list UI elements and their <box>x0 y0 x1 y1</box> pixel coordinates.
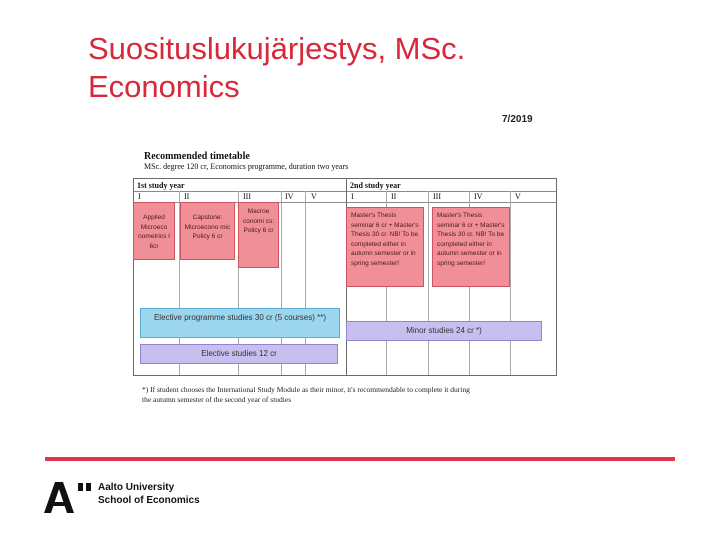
period-label: III <box>433 192 441 201</box>
course-applied-microeconometrics: Applied Microeco nometrics I 6cr <box>133 202 175 260</box>
course-masters-thesis-spring: Master's Thesis seminar 6 cr + Master's Thesis 30 cr. NB! To be completed either in autumn semester or in spring semester! <box>432 207 510 287</box>
aalto-logo <box>44 482 94 519</box>
period-label: II <box>391 192 397 201</box>
course-masters-thesis-autumn: Master's Thesis seminar 6 cr + Master's Thesis 30 cr. NB! To be completed either in autumn semester or in spring semester! <box>346 207 424 287</box>
course-macroeconomics-policy: Macroe conomi cs: Policy 6 cr <box>238 202 279 268</box>
period-divider <box>428 191 429 375</box>
university-name: Aalto University <box>98 482 175 493</box>
slide-date: 7/2019 <box>502 114 533 125</box>
period-label: IV <box>474 192 483 201</box>
period-divider <box>510 191 511 375</box>
minor-studies-bar: Minor studies 24 cr *) <box>346 321 542 341</box>
footer-divider <box>45 457 675 461</box>
timetable-subheading: MSc. degree 120 cr, Economics programme, duration two years <box>144 162 349 171</box>
aalto-a-logo-icon <box>44 482 94 514</box>
footer-university <box>98 481 200 507</box>
timetable-footnote <box>142 385 470 405</box>
course-microeconomic-policy: Capstone: Microecono mic Policy 6 cr <box>180 202 235 260</box>
footnote-line: the autumn semester of the second year of studies <box>142 395 292 404</box>
period-label: I <box>351 192 354 201</box>
elective-programme-studies-bar: Elective programme studies 30 cr (5 courses) **) <box>140 308 340 338</box>
elective-studies-bar: Elective studies 12 cr <box>140 344 338 364</box>
year2-label: 2nd study year <box>350 181 401 190</box>
period-label: V <box>515 192 521 201</box>
period-label: III <box>243 192 251 201</box>
period-label: V <box>311 192 317 201</box>
footnote-line: *) If student chooses the International Study Module as their minor, it's recommendable to complete it during <box>142 385 470 394</box>
period-label: IV <box>285 192 294 201</box>
year1-label: 1st study year <box>137 181 185 190</box>
period-label: II <box>184 192 190 201</box>
slide-title <box>88 30 648 106</box>
school-name: School of Economics <box>98 495 200 506</box>
timetable-heading: Recommended timetable <box>144 151 250 162</box>
slide-title-line1: Suosituslukujärjestys, MSc. <box>88 31 466 66</box>
period-label: I <box>138 192 141 201</box>
slide-title-line2: Economics <box>88 69 240 104</box>
grid-divider <box>134 191 556 192</box>
